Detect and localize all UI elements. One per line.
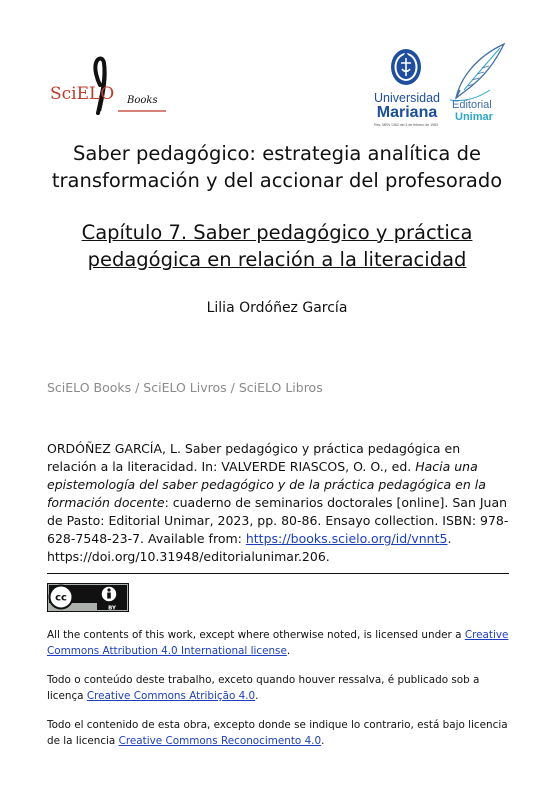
license-link-pt[interactable]: Creative Commons Atribição 4.0 bbox=[86, 690, 256, 702]
citation-block bbox=[47, 440, 509, 566]
citation-text-part3: . https://doi.org/10.31948/editorialunimar.206. bbox=[47, 531, 452, 564]
citation-book-title: Hacia una epistemología del saber pedagógico y de la práctica pedagógica en la formación docente bbox=[47, 459, 486, 510]
university-name-line1: Universidad bbox=[373, 91, 440, 105]
license-link-es[interactable]: Creative Commons Reconocimento 4.0 bbox=[118, 735, 322, 747]
cc-icon-text: cc bbox=[55, 592, 67, 604]
license-end-en: . bbox=[286, 645, 291, 657]
scielo-logo-text: SciELO bbox=[50, 84, 115, 104]
license-text-pt: Todo o conteúdo deste trabalho, exceto quando houver ressalva, é publicado sob a licença bbox=[47, 674, 480, 702]
license-paragraph-en bbox=[47, 627, 509, 659]
license-text-es: Todo el contenido de esta obra, excepto donde se indique lo contrario, está bajo licencia de la licencia bbox=[47, 719, 508, 747]
collection-line: SciELO Books / SciELO Livros / SciELO Libros bbox=[47, 380, 323, 395]
books-logo-text: Books bbox=[127, 95, 158, 106]
editorial-name-line2: Unimar bbox=[455, 111, 493, 123]
chapter-title: Capítulo 7. Saber pedagógico y práctica pedagógica en relación a la literacidad bbox=[81, 221, 473, 271]
citation-text-part1: ORDÓÑEZ GARCÍA, L. Saber pedagógico y práctica pedagógica en relación a la literacidad. In: VALVERDE RIASCOS, O. O., ed. bbox=[47, 441, 461, 474]
by-icon-text: BY bbox=[108, 605, 116, 612]
cc-by-icon bbox=[47, 583, 129, 612]
license-end-es: . bbox=[321, 735, 325, 747]
license-text-en: All the contents of this work, except where otherwise noted, is licensed under a bbox=[47, 629, 465, 641]
citation-text-part2: : cuaderno de seminarios doctorales [online]. San Juan de Pasto: Editorial Unimar, 2023, pp. 80-86. Ensayo collection. ISBN: 978-628-7548-23-7. Available from: bbox=[47, 495, 509, 546]
university-resolution-note: Res. MEN 1362 del 3 de febrero de 1983 bbox=[374, 123, 438, 127]
university-shield-icon bbox=[366, 42, 446, 92]
license-link-en[interactable]: Creative Commons Attribution 4.0 International license bbox=[47, 629, 509, 657]
editorial-name-line1: Editorial bbox=[452, 99, 492, 111]
license-paragraph-pt bbox=[47, 672, 509, 704]
divider-rule bbox=[47, 573, 509, 574]
creative-commons-badge[interactable] bbox=[47, 583, 129, 612]
license-end-pt: . bbox=[255, 690, 259, 702]
license-paragraph-es bbox=[47, 717, 509, 749]
book-title: Saber pedagógico: estrategia analítica de transformación y del accionar del profesorado bbox=[51, 142, 503, 192]
citation-link[interactable]: https://books.scielo.org/id/vnnt5 bbox=[245, 531, 448, 546]
university-name-line2: Mariana bbox=[376, 104, 438, 121]
author-name: Lilia Ordóñez García bbox=[206, 300, 348, 316]
quill-pen-icon bbox=[444, 40, 512, 102]
